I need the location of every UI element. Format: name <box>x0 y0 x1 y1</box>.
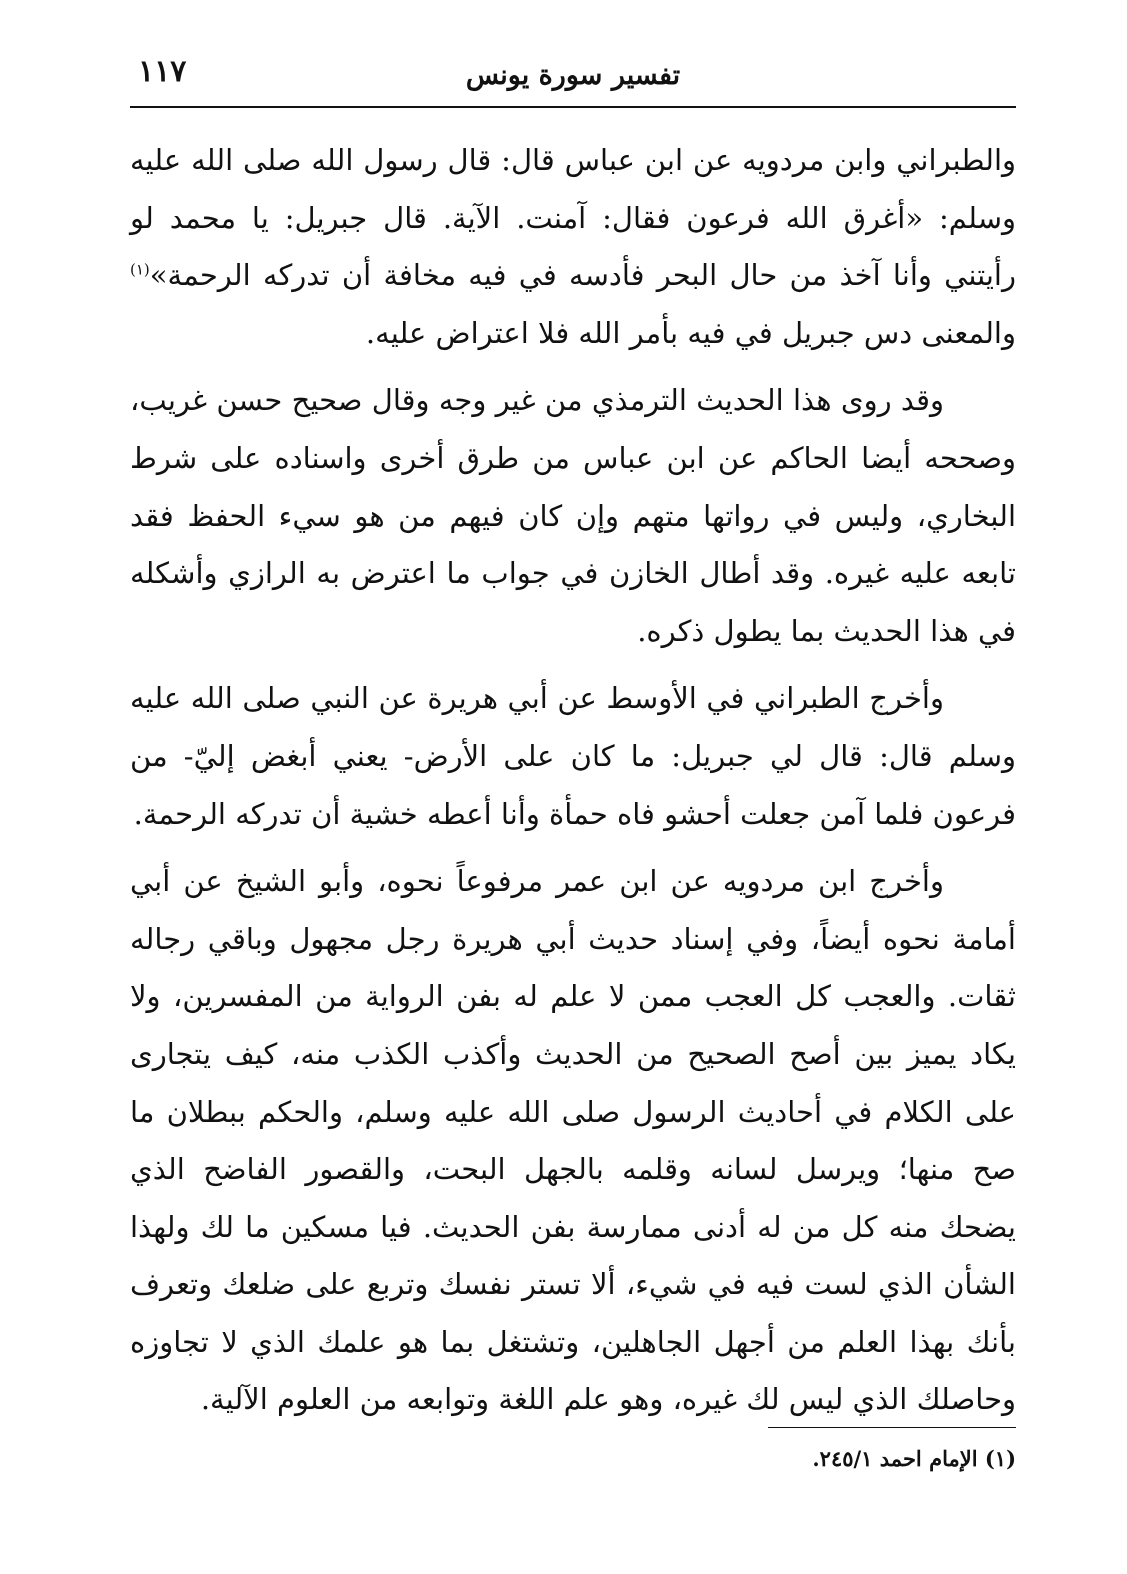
paragraph-3: وأخرج الطبراني في الأوسط عن أبي هريرة عن النبي صلى الله عليه وسلم قال: قال لي جبريل: ما كان على الأرض- يعني أبغض إليّ- من فرعون فلما آمن جعلت أحشو فاه حمأة وأنا أعطه خشية أن تدركه الرحمة. <box>130 681 1016 831</box>
paragraph-1-text-a: والطبراني وابن مردويه عن ابن عباس قال: قال رسول الله صلى الله عليه وسلم: «أغرق الله فرعون فقال: آمنت. الآية. قال جبريل: يا محمد لو رأيتني وأنا آخذ من حال البحر فأدسه في فيه مخافة أن تدركه الرحمة» <box>130 143 1016 293</box>
footnote-divider <box>768 1427 1016 1428</box>
page-header <box>130 52 1016 108</box>
page-number: ١١٧ <box>138 54 187 89</box>
paragraph-4: وأخرج ابن مردويه عن ابن عمر مرفوعاً نحوه، وأبو الشيخ عن أبي أمامة نحوه أيضاً، وفي إسناد حديث أبي هريرة رجل مجهول وباقي رجاله ثقات. والعجب كل العجب ممن لا علم له بفن الرواية من المفسرين، ولا يكاد يميز بين أصح الصحيح من الحديث وأكذب الكذب منه، كيف يتجارى على الكلام في أحاديث الرسول صلى الله عليه وسلم، والحكم ببطلان ما صح منها؛ ويرسل لسانه وقلمه بالجهل البحت، والقصور الفاضح الذي يضحك منه كل من له أدنى ممارسة بفن الحديث. فيا مسكين ما لك ولهذا الشأن الذي لست فيه في شيء، ألا تستر نفسك وتربع على ضلعك وتعرف بأنك بهذا العلم من أجهل الجاهلين، وتشتغل بما هو علمك الذي لا تجاوزه وحاصلك الذي ليس لك غيره، وهو علم اللغة وتوابعه من العلوم الآلية. <box>130 864 1016 1417</box>
paragraph-2: وقد روى هذا الحديث الترمذي من غير وجه وقال صحيح حسن غريب، وصححه أيضا الحاكم عن ابن عباس من طرق أخرى واسناده على شرط البخاري، وليس في رواتها متهم وإن كان فيهم من هو سيء الحفظ فقد تابعه عليه غيره. وقد أطال الخازن في جواب ما اعترض به الرازي وأشكله في هذا الحديث بما يطول ذكره. <box>130 383 1016 648</box>
paragraph-1 <box>130 132 1016 362</box>
footnote: (١) الإمام احمد ٢٤٥/١. <box>812 1446 1016 1471</box>
paragraph-1-text-b: والمعنى دس جبريل في فيه بأمر الله فلا اعتراض عليه. <box>365 315 1016 350</box>
main-text <box>130 132 1016 1439</box>
footnote-reference: (١) <box>130 260 150 279</box>
running-title: تفسير سورة يونس <box>465 60 681 91</box>
